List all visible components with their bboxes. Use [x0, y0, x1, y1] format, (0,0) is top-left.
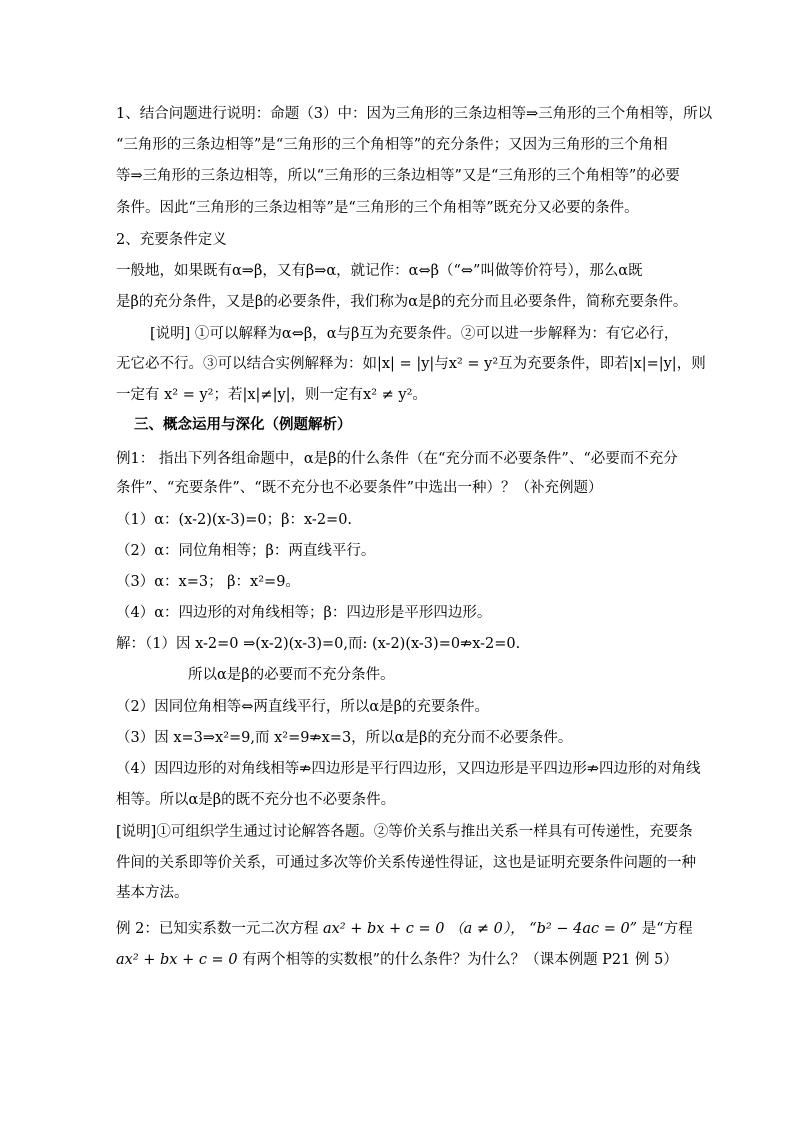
para-1-line-3: 等⇒三角形的三条边相等，所以“三角形的三条边相等”又是“三角形的三个角相等”的必要	[116, 168, 680, 184]
solution-line-4: （3）因 x=3⇒x²=9,而 x²=9⇏x=3，所以α是β的充分而不必要条件。	[116, 730, 573, 746]
example-1-line-1: 例1： 指出下列各组命题中，α是β的什么条件（在“充分而不必要条件”、“必要而不充分	[116, 451, 678, 467]
solution-line-3: （2）因同位角相等⇔两直线平行，所以α是β的充要条件。	[116, 699, 490, 715]
example-2-mid-text: 是“方程	[641, 921, 693, 937]
note-line-1: [说明] ①可以解释为α⇔β，α与β互为充要条件。②可以进一步解释为：有它必行，	[150, 326, 679, 342]
example-1-item-3: （3）α：x=3； β：x²=9。	[116, 574, 300, 590]
definition-line-1: 一般地，如果既有α⇒β，又有β⇒α，就记作：α⇔β（“⇔”叫做等价符号），那么α既	[116, 263, 643, 279]
solution-line-2: 所以α是β的必要而不充分条件。	[188, 667, 395, 683]
section-heading-definition: 2、充要条件定义	[116, 232, 227, 248]
example-2-suffix: 有两个相等的实数根”的什么条件？为什么？（课本例题 P21 例 5）	[242, 952, 678, 968]
para-1-line-4: 条件。因此“三角形的三条边相等”是“三角形的三个角相等”既充分又必要的条件。	[116, 200, 639, 216]
solution-line-5: （4）因四边形的对角线相等⇏四边形是平行四边形，又四边形是平四边形⇏四边形的对角线	[116, 761, 701, 777]
note-2-line-2: 件间的关系即等价关系，可通过多次等价关系传递性得证，这也是证明充要条件问题的一种	[116, 855, 696, 871]
definition-line-2: 是β的充分条件，又是β的必要条件，我们称为α是β的充分而且必要条件，简称充要条件。	[116, 294, 688, 310]
solution-line-6: 相等。所以α是β的既不充分也不必要条件。	[116, 792, 396, 808]
solution-line-1: 解：（1）因 x-2=0 ⇒(x-2)(x-3)=0,而: (x-2)(x-3)=0⇏x-2=0.	[116, 636, 521, 652]
note-2-line-3: 基本方法。	[116, 885, 189, 901]
example-1-line-2: 条件”、“充要条件”、“既不充分也不必要条件”中选出一种）？（补充例题）	[116, 480, 603, 496]
note-line-2: 无它必不行。③可以结合实例解释为：如|x| = |y|与x² = y²互为充要条件，即若|x|=|y|，则	[116, 356, 706, 372]
para-1-line-1: 1、结合问题进行说明：命题（3）中：因为三角形的三条边相等⇒三角形的三个角相等，所以	[116, 106, 713, 122]
note-line-3: 一定有 x² = y²；若|x|≠|y|，则一定有x² ≠ y²。	[116, 387, 427, 403]
example-1-item-1: （1）α：(x-2)(x-3)=0；β：x-2=0.	[116, 512, 353, 528]
discriminant-condition: “b² − 4ac = 0”	[529, 921, 638, 937]
quadratic-equation-formula-2: ax² + bx + c = 0	[116, 952, 238, 968]
example-1-item-2: （2）α：同位角相等；β：两直线平行。	[116, 543, 376, 559]
example-2-line-2	[116, 950, 696, 970]
para-1-line-2: “三角形的三条边相等”是“三角形的三个角相等”的充分条件；又因为三角形的三个角相	[116, 137, 668, 153]
example-2-prefix: 例 2：已知实系数一元二次方程	[116, 921, 319, 937]
nonzero-condition: （a ≠ 0），	[449, 921, 525, 937]
example-1-item-4: （4）α：四边形的对角线相等；β：四边形是平形四边形。	[116, 605, 492, 621]
section-heading-examples: 三、概念运用与深化（例题解析）	[134, 416, 352, 433]
quadratic-equation-formula: ax² + bx + c = 0	[322, 921, 445, 937]
example-2-line-1	[116, 919, 696, 939]
note-2-line-1: [说明]①可组织学生通过讨论解答各题。②等价关系与推出关系一样具有可传递性，充要条	[116, 824, 693, 840]
